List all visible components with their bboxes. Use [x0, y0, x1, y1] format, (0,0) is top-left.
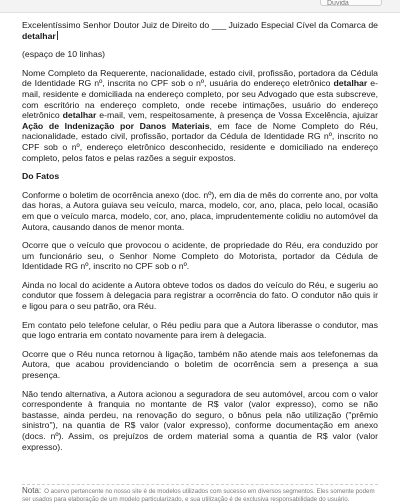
document-body [22, 20, 378, 460]
facts-paragraph: Ocorre que o veículo que provocou o acidente, de propriedade do Réu, era conduzido por um funcionário seu, o Senhor Nome Completo do Motorista, portador da Cédula de Identidade RG nº, inscrito no CPF sob o nº. [22, 240, 378, 272]
facts-paragraph: Conforme o boletim de ocorrência anexo (doc. nº), em dia de mês do corrente ano, por volta das horas, a Autora guiava seu veículo, marca, modelo, cor, ano, placa, pelo local, ocasião em que o veículo marca, modelo, cor, ano, placa, imprudentemente colidiu no automóvel da Autora, causando danos de menor monta. [22, 189, 378, 232]
facts-heading: Do Fatos [22, 171, 60, 182]
city-placeholder: detalhar [22, 30, 56, 41]
party-qualification: Nome Completo da Requerente, nacionalidade, estado civil, profissão, portadora da Cédula de Identidade RG nº, inscrita no CPF sob o nº, usuária do endereço eletrônico detalhar e-mail, residente e domiciliada na endereço completo, por seu Advogado que esta subscreve, com escritório na endereço completo, onde recebe intimações, usuário do endereço eletrônico detalhar e-mail, vem, respeitosamente, à presença de Vossa Excelência, ajuizar Ação de Indenização por Danos Materiais, em face de Nome Completo do Réu, nacionalidade, estado civil, profissão, portador da Cédula de Identidade RG nº, inscrito no CPF sob o nº, endereço eletrônico desconhecido, residente e domiciliado na endereço completo, pelos fatos e pelas razões a seguir expostos. [22, 67, 378, 163]
top-tab[interactable]: Duvida [320, 0, 382, 6]
facts-paragraph: Não tendo alternativa, a Autora acionou a seguradora de seu automóvel, arcou com o valor correspondente à franquia no montante de R$ valor (valor expresso), como se não bastasse, ainda perdeu, na renovação do seguro, o bônus pela não utilização ("prêmio sinistro"), na quantia de R$ valor (valor expresso), conforme documentação em anexo (docs. nº). Assim, os prejuízos de ordem material soma a quantia de R$ valor (valor expresso). [22, 388, 378, 452]
spacing-note: (espaço de 10 linhas) [22, 49, 106, 60]
note-label: Nota: [22, 486, 42, 495]
footer-note [22, 484, 378, 504]
action-title: Ação de Indenização por Danos Materiais [22, 120, 210, 131]
court-address: Excelentíssimo Senhor Doutor Juiz de Direito do ___ Juizado Especial Cível da Comarca de detalhar [22, 20, 378, 41]
facts-paragraph: Ainda no local do acidente a Autora obteve todos os dados do veículo do Réu, e sugeriu ao condutor que fossem à delegacia para registrar a ocorrência do fato. O condutor não quis ir e ligou para o seu patrão, ora Réu. [22, 279, 378, 312]
facts-paragraph: Em contato pelo telefone celular, o Réu pediu para que a Autora liberasse o condutor, mas que logo entraria em contato novamente para irem à delegacia. [22, 319, 378, 341]
top-toolbar [0, 0, 400, 13]
note-text: O acervo pertencente no nosso site é de modelos utilizados com sucesso em diversos segmentos. Eles somente podem ser usados para elaboração de um modelo particularizado, e sua utilização é de exclusiva responsabilidade do usuário. [22, 488, 375, 503]
facts-paragraph: Ocorre que o Réu nunca retornou à ligação, também não atende mais aos telefonemas da Autora, que acabou providenciando o boletim de ocorrência sem a presença a sua presença. [22, 348, 378, 381]
text-cursor [57, 31, 58, 40]
